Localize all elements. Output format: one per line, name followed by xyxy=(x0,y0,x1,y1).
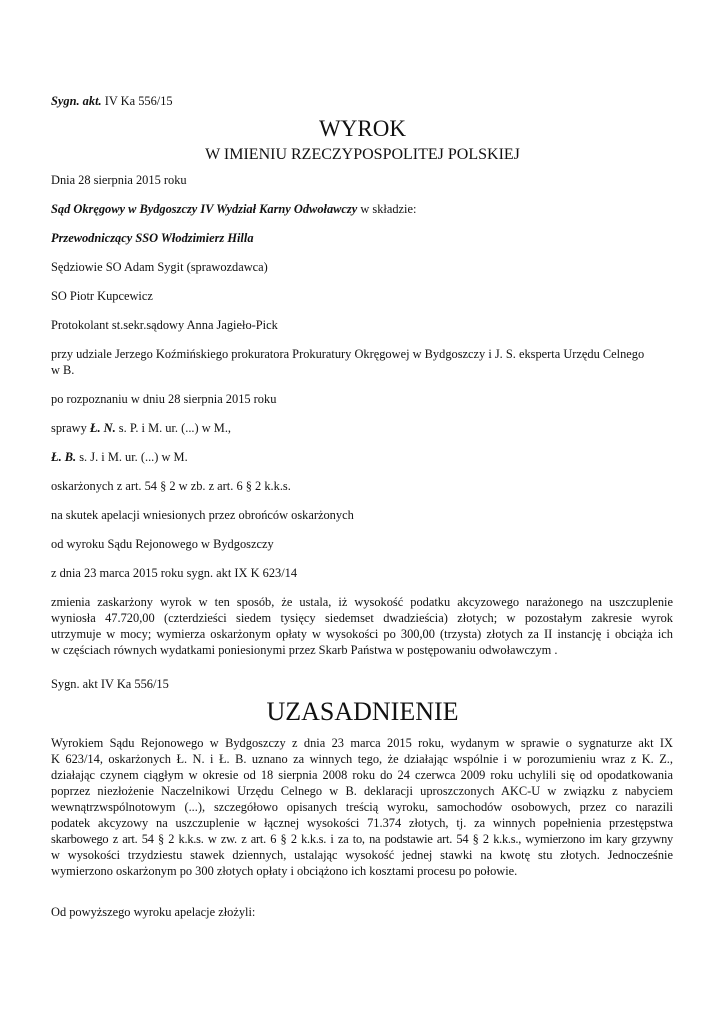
appeals-intro-line: Od powyższego wyroku apelacje złożyli: xyxy=(51,905,256,919)
document-title: WYROK xyxy=(319,116,406,141)
court-name: Sąd Okręgowy w Bydgoszczy IV Wydział Karny Odwoławczy xyxy=(51,202,358,216)
case-signature xyxy=(51,93,173,109)
case-signature-2: Sygn. akt IV Ka 556/15 xyxy=(51,677,169,691)
signature-label: Sygn. akt. xyxy=(51,94,102,108)
hearing-line: po rozpoznaniu w dniu 28 sierpnia 2015 roku xyxy=(51,392,277,406)
clerk-line: Protokolant st.sekr.sądowy Anna Jagieło-Pick xyxy=(51,318,278,332)
appeal-line: na skutek apelacji wniesionych przez obrońców oskarżonych xyxy=(51,508,354,522)
date-line: Dnia 28 sierpnia 2015 roku xyxy=(51,173,187,187)
defendant-1-line xyxy=(51,420,231,436)
ruling-line: zmienia zaskarżony wyrok w ten sposób, że ustala, iż wysokość podatku akcyzowego narażonego na uszczuplenie xyxy=(51,595,673,609)
participation-line-1: przy udziale Jerzego Koźmińskiego prokuratora Prokuratury Okręgowej w Bydgoszczy i J. S. eksperta Urzędu Celnego xyxy=(51,347,645,361)
ruling-line: utrzymuje w mocy; wymierza oskarżonym opłaty w wysokości po 300,00 (trzysta) złotych za II instancję i obciąża ich xyxy=(51,627,673,641)
court-line xyxy=(51,201,416,217)
justification-line: wewnątrzwspólnotowym (...), szczegółowo opisanych treścią wyroku, samochodów osobowych, przez co narazili xyxy=(51,800,673,814)
justification-line: K 623/14, oskarżonych Ł. N. i Ł. B. uznano za winnych tego, że działając wspólnie i w porozumieniu wraz z K. Z., xyxy=(51,752,673,766)
justification-title: UZASADNIENIE xyxy=(266,697,459,726)
justification-line: podatek akcyzowy na uszczuplenie w łącznej wysokości 71.374 złotych, tj. za winnych popełnienia przestępstwa xyxy=(51,816,673,830)
participation-line-2: w B. xyxy=(51,363,75,377)
ruling-line: w częściach równych wydatkami poniesionymi przez Skarb Państwa w postępowaniu odwoławczym . xyxy=(51,643,558,657)
justification-line: Wyrokiem Sądu Rejonowego w Bydgoszczy z dnia 23 marca 2015 roku, wydanym w sprawie o sygnaturze akt IX xyxy=(51,736,673,750)
defendant-1-details: s. P. i M. ur. (...) w M., xyxy=(115,421,232,435)
defendant-2-line xyxy=(51,449,188,465)
chair-line: Przewodniczący SSO Włodzimierz Hilla xyxy=(51,231,254,245)
defendant-1-name: Ł. N. xyxy=(89,421,116,435)
document-subtitle: W IMIENIU RZECZYPOSPOLITEJ POLSKIEJ xyxy=(205,146,520,163)
judges-line: Sędziowie SO Adam Sygit (sprawozdawca) xyxy=(51,260,268,274)
verdict-date-line: z dnia 23 marca 2015 roku sygn. akt IX K 623/14 xyxy=(51,566,298,580)
court-suffix: w składzie: xyxy=(357,202,417,216)
justification-line: poprzez niezłożenie Naczelnikowi Urzędu Celnego w B. deklaracji uproszczonych AKC-U w związku z nabyciem xyxy=(51,784,673,798)
signature-value: IV Ka 556/15 xyxy=(101,94,173,108)
from-verdict-line: od wyroku Sądu Rejonowego w Bydgoszczy xyxy=(51,537,274,551)
justification-line: w wysokości trzydziestu stawek dziennych, ustalając wysokość jednej stawki na kwotę stu złotych. Jednocześnie xyxy=(51,848,673,862)
defendant-2-name: Ł. B. xyxy=(51,450,77,464)
defendant-1-prefix: sprawy xyxy=(51,421,90,435)
ruling-paragraph xyxy=(51,594,673,658)
justification-paragraph xyxy=(51,735,673,879)
justification-line: wymierzono oskarżonym po 300 złotych opłaty i obciążono ich kosztami procesu po połowie. xyxy=(51,864,518,878)
judge-2-line: SO Piotr Kupcewicz xyxy=(51,289,153,303)
justification-line: skarbowego z art. 54 § 2 k.k.s. w zw. z art. 6 § 2 k.k.s. i za to, na podstawie art. 54 § 2 k.k.s., wymierzono im kary grzywny xyxy=(51,832,673,846)
justification-line: działając czynem ciągłym w okresie od 18 sierpnia 2008 roku do 24 czerwca 2009 roku uchylili się od opodatkowania xyxy=(51,768,673,782)
charges-line: oskarżonych z art. 54 § 2 w zb. z art. 6 § 2 k.k.s. xyxy=(51,479,291,493)
defendant-2-details: s. J. i M. ur. (...) w M. xyxy=(76,450,188,464)
ruling-line: wyniosła 47.720,00 (czterdzieści siedem tysięcy siedemset dwadzieścia) złotych; w pozostałym zakresie wyrok xyxy=(51,611,673,625)
